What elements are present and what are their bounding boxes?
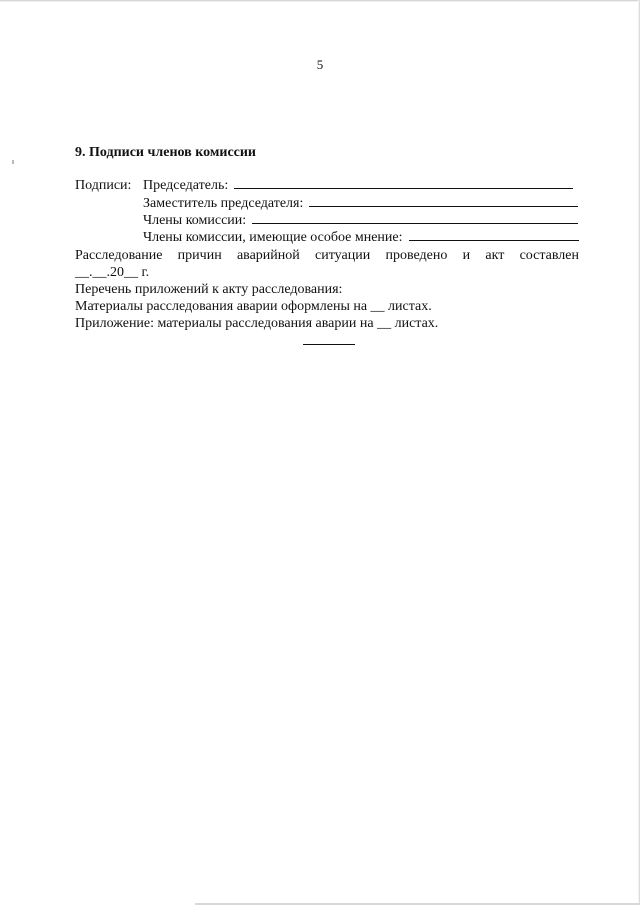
signature-row-dissent xyxy=(143,228,579,246)
margin-speck xyxy=(12,160,14,164)
members-label: Члены комиссии: xyxy=(143,213,247,228)
investigation-statement: Расследование причин аварийной ситуации проведено и акт составлен xyxy=(75,248,579,263)
materials-pages-line: Материалы расследования аварии оформлены на __ листах. xyxy=(75,299,432,314)
page-number: 5 xyxy=(316,57,324,72)
signature-row-deputy xyxy=(143,194,578,212)
chair-signature-line xyxy=(234,176,573,189)
scan-edge-top xyxy=(0,0,640,2)
members-signature-line xyxy=(252,211,578,224)
deputy-signature-line xyxy=(309,194,578,207)
chair-label: Председатель: xyxy=(143,178,229,193)
deputy-label: Заместитель председателя: xyxy=(143,196,304,211)
end-of-document-rule xyxy=(303,344,355,345)
investigation-date: __.__.20__ г. xyxy=(75,265,150,280)
dissent-label: Члены комиссии, имеющие особое мнение: xyxy=(143,230,403,245)
appendix-line: Приложение: материалы расследования аварии на __ листах. xyxy=(75,316,439,331)
signatures-prefix: Подписи: xyxy=(75,178,132,193)
section-title: 9. Подписи членов комиссии xyxy=(75,145,257,160)
dissent-signature-line xyxy=(409,228,579,241)
attachments-list-heading: Перечень приложений к акту расследования: xyxy=(75,282,343,297)
signature-row-members xyxy=(143,211,578,229)
signature-row-chair xyxy=(75,176,573,194)
